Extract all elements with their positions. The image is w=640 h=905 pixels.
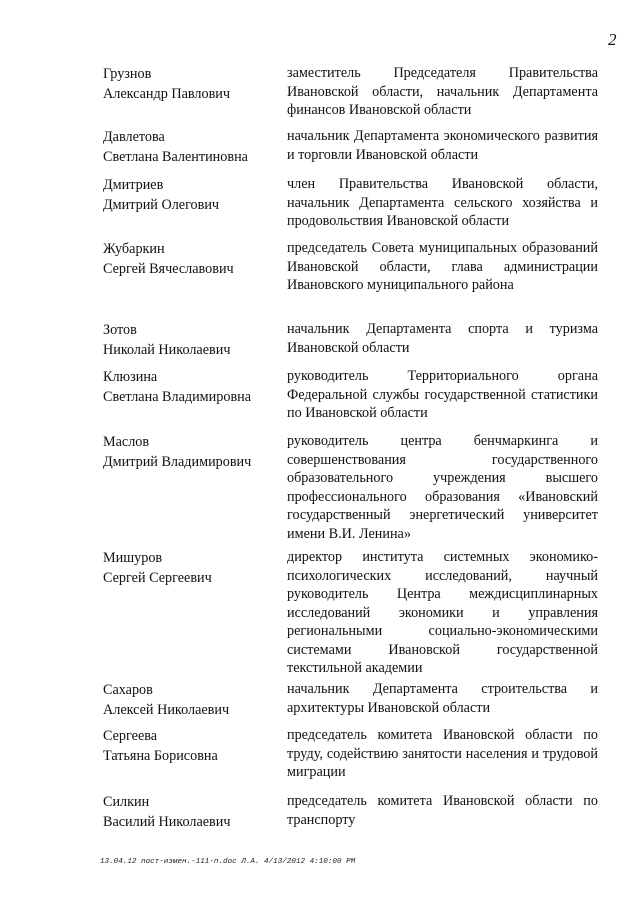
person-name: [103, 367, 273, 407]
person-position: заместитель Председателя Правительства Ивановской области, начальник Департамента финансов Ивановской области: [287, 65, 598, 118]
given-names: Дмитрий Владимирович: [103, 454, 252, 470]
surname: Грузнов: [103, 66, 152, 82]
surname: Сергеева: [103, 728, 158, 744]
surname: Давлетова: [103, 129, 165, 145]
given-names: Николай Николаевич: [103, 342, 231, 358]
person-position: председатель комитета Ивановской области по труду, содействию занятости населения и трудовой миграции: [287, 727, 598, 780]
given-names: Алексей Николаевич: [103, 702, 230, 718]
footer-file-info: 13.04.12 пост-измен.-111-п.doc Л.А. 4/13/2012 4:10:00 PM: [100, 858, 356, 866]
surname: Силкин: [103, 794, 150, 810]
surname: Мишуров: [103, 550, 163, 566]
person-position: начальник Департамента строительства и архитектуры Ивановской области: [287, 681, 598, 716]
person-position: председатель комитета Ивановской области по транспорту: [287, 793, 598, 828]
person-name: [103, 320, 273, 360]
given-names: Сергей Вячеславович: [103, 261, 234, 277]
person-name: [103, 239, 273, 279]
person-name: [103, 680, 273, 720]
person-name: [103, 127, 273, 167]
surname: Жубаркин: [103, 241, 165, 257]
given-names: Василий Николаевич: [103, 814, 231, 830]
person-name: [103, 64, 273, 104]
page-number: 2: [608, 30, 617, 49]
person-name: [103, 175, 273, 215]
given-names: Светлана Валентиновна: [103, 149, 248, 165]
given-names: Сергей Сергеевич: [103, 570, 212, 586]
person-position: руководитель Территориального органа Федеральной службы государственной статистики по Ивановской области: [287, 368, 598, 421]
person-position: руководитель центра бенчмаркинга и совершенствования государственного образовательного учреждения высшего профессионального образования «Ивановский государственный энергетический университет имени В.И. Ленина»: [287, 433, 598, 542]
surname: Зотов: [103, 322, 137, 338]
surname: Сахаров: [103, 682, 153, 698]
surname: Клюзина: [103, 369, 158, 385]
person-name: [103, 432, 273, 472]
person-position: начальник Департамента экономического развития и торговли Ивановской области: [287, 128, 598, 163]
person-position: член Правительства Ивановской области, начальник Департамента сельского хозяйства и продовольствия Ивановской области: [287, 176, 598, 229]
person-position: директор института системных экономико-психологических исследований, научный руководитель Центра междисциплинарных исследований экономики и управления региональными социально-экономическими системами Ивановской государственной текстильной академии: [287, 549, 598, 676]
person-position: начальник Департамента спорта и туризма Ивановской области: [287, 321, 598, 356]
person-name: [103, 792, 273, 832]
given-names: Татьяна Борисовна: [103, 748, 218, 764]
given-names: Дмитрий Олегович: [103, 197, 220, 213]
given-names: Светлана Владимировна: [103, 389, 252, 405]
given-names: Александр Павлович: [103, 86, 231, 102]
person-name: [103, 726, 273, 766]
surname: Маслов: [103, 434, 150, 450]
person-position: председатель Совета муниципальных образований Ивановской области, глава администрации Ивановского муниципального района: [287, 240, 598, 293]
surname: Дмитриев: [103, 177, 164, 193]
person-name: [103, 548, 273, 588]
